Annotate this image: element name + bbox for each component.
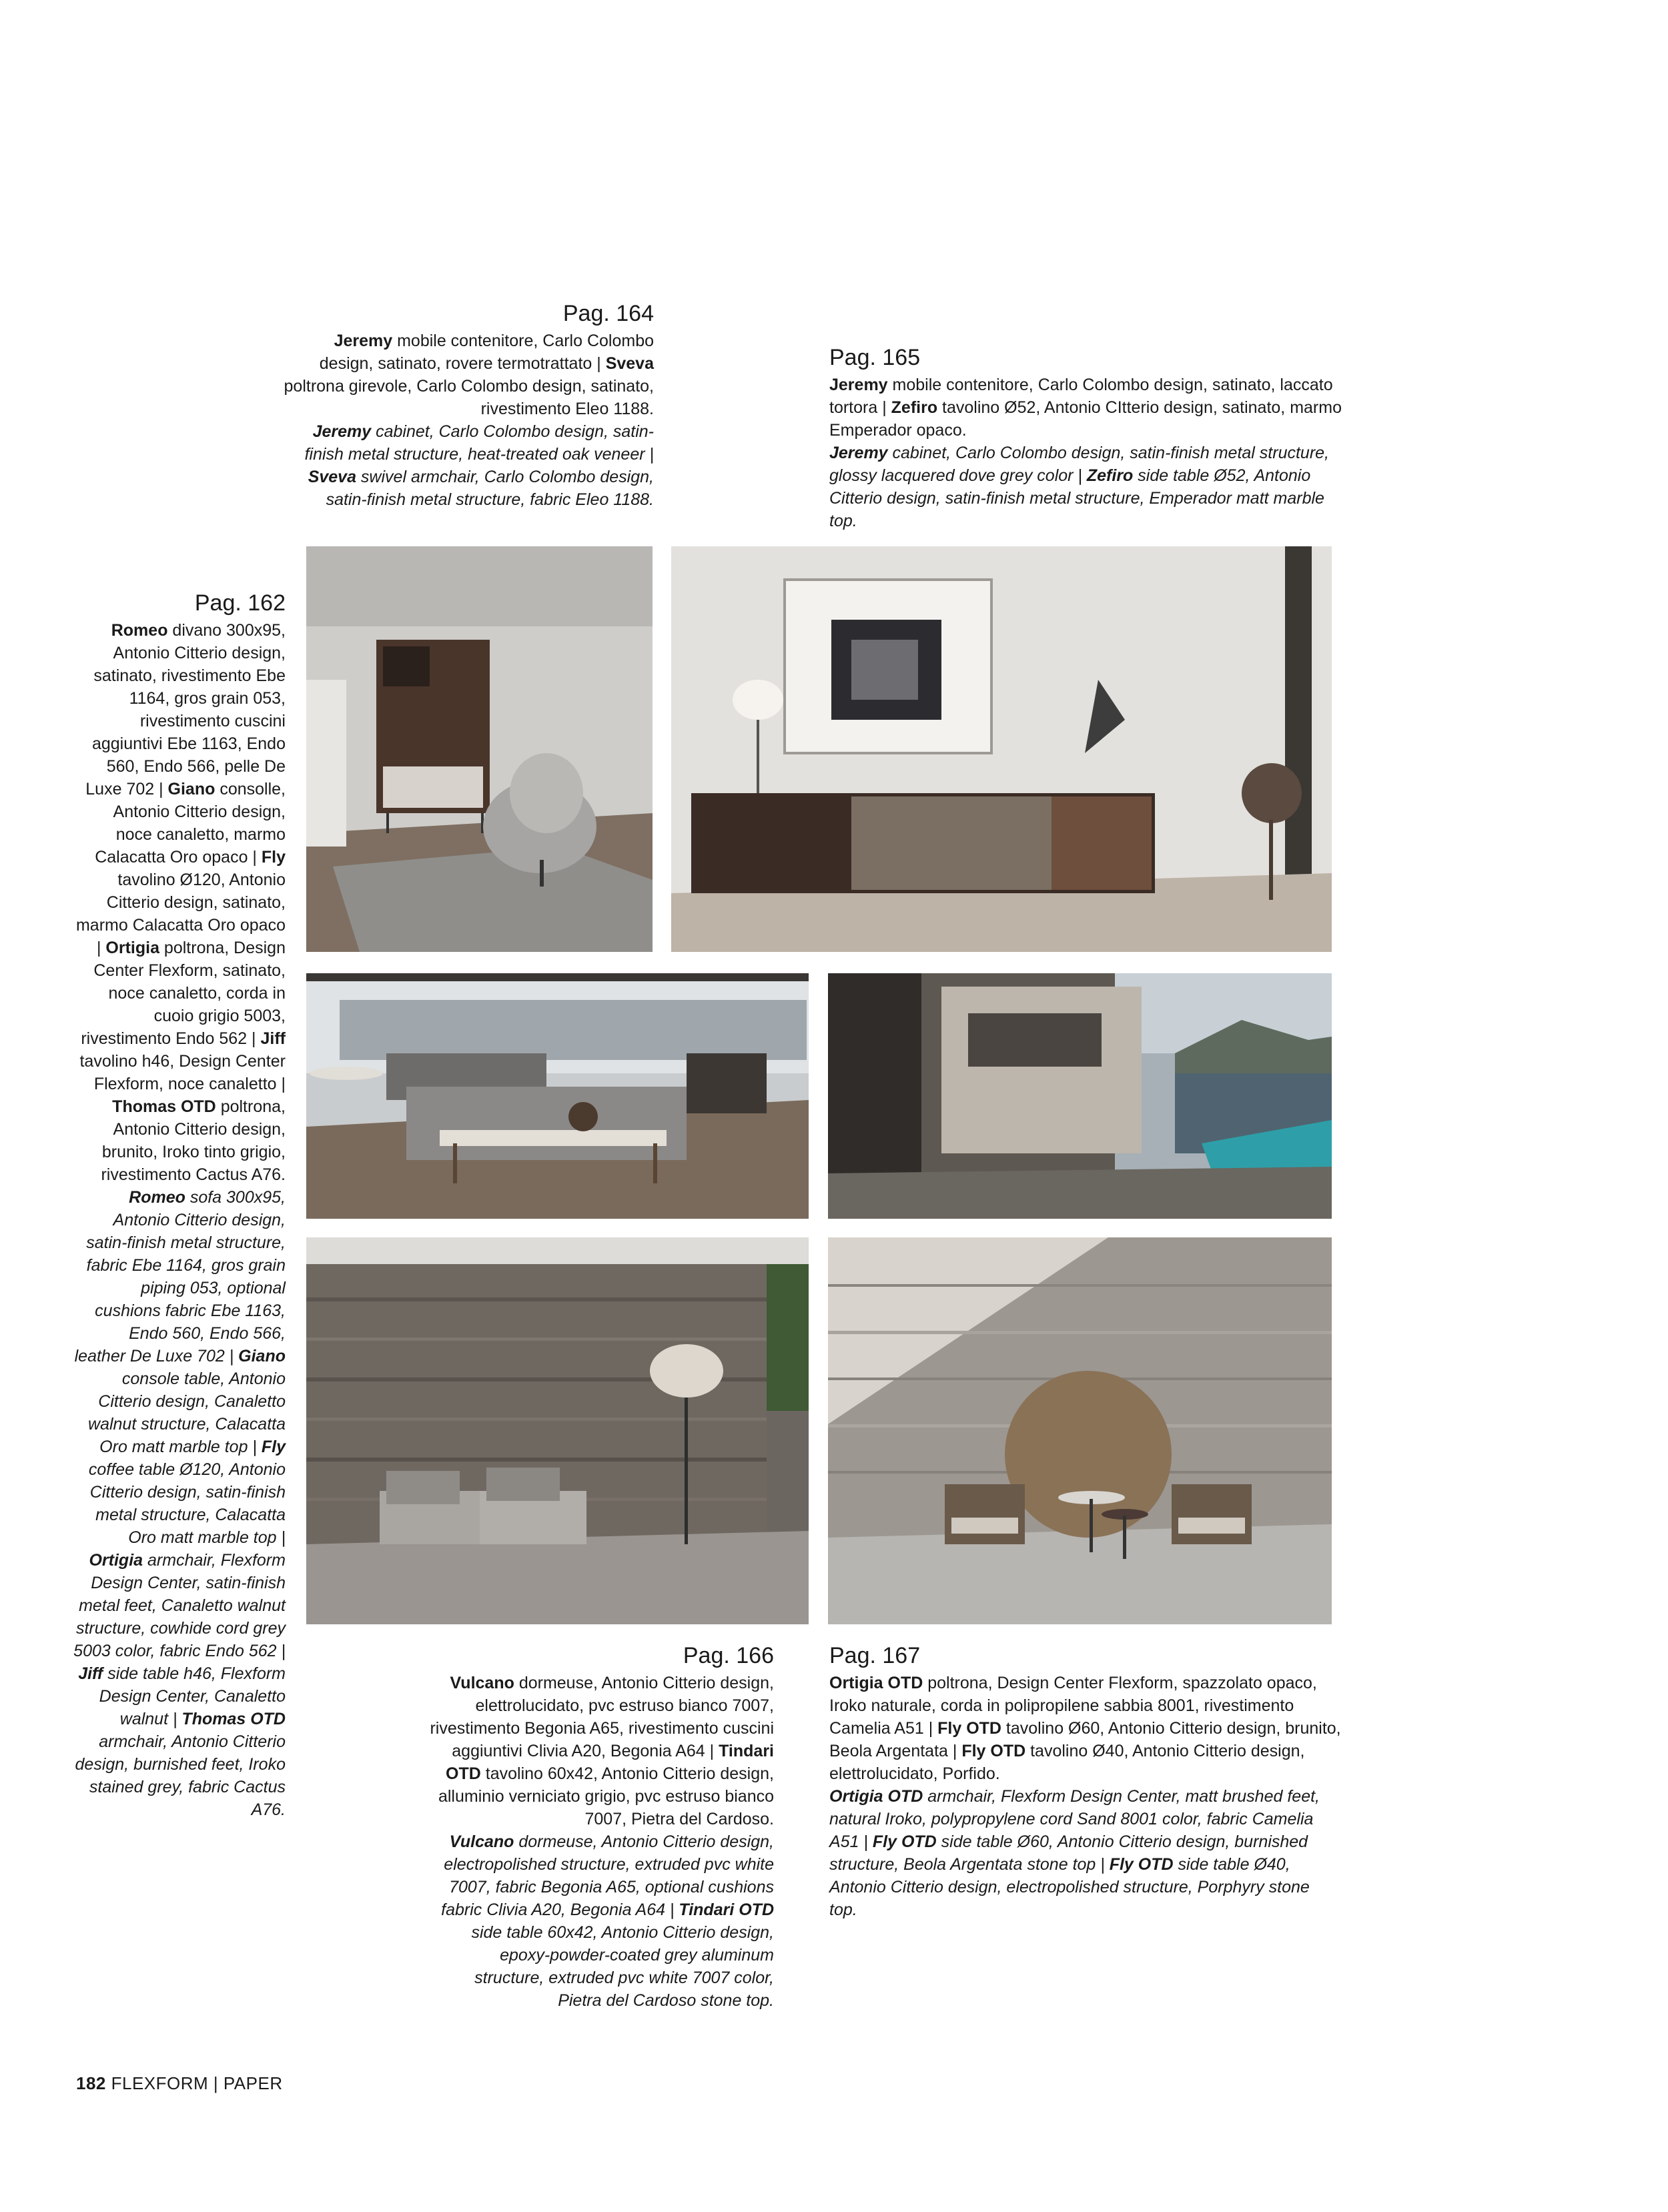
product-name: Fly OTD (937, 1719, 1001, 1738)
page-ref: Pag. 167 (829, 1643, 921, 1668)
product-name: Fly (261, 1438, 286, 1456)
product-description: side table 60x42, Antonio Citterio design, epoxy-powder-coated grey aluminum structure, extruded pvc white 7007 color, Pietra del Cardoso stone top. (471, 1923, 774, 2010)
product-description: poltrona, Antonio Citterio design, brunito, Iroko tinto grigio, rivestimento Cactus A76. (101, 1097, 286, 1184)
photo-jeremy-cabinet-sveva-armchair (306, 546, 653, 952)
photo-ortigia-otd-armchairs (828, 1237, 1332, 1624)
product-name: Ortigia OTD (829, 1787, 923, 1806)
product-name: Jeremy (829, 376, 888, 394)
product-description: consolle, Antonio Citterio design, noce canaletto, marmo Calacatta Oro opaco | (95, 780, 286, 867)
product-name: Thomas OTD (181, 1710, 286, 1728)
page-ref: Pag. 164 (562, 301, 654, 326)
product-description: side table Ø40, Antonio Citterio design, electropolished structure, Porphyry stone top. (829, 1855, 1310, 1919)
product-description: cabinet, Carlo Colombo design, satin-finish metal structure, glossy lacquered dove grey color | (829, 444, 1329, 485)
product-name: Giano (238, 1347, 286, 1365)
product-description: tavolino 60x42, Antonio Citterio design, alluminio verniciato grigio, pvc estruso bianco 7007, Pietra del Cardoso. (438, 1764, 774, 1828)
caption-english (73, 1186, 286, 1821)
product-name: Romeo (111, 621, 168, 640)
product-description: poltrona, Design Center Flexform, spazzolato opaco, Iroko naturale, corda in polipropilene sabbia 8001, rivestimento Camelia A51 | (829, 1674, 1317, 1738)
product-description: tavolino Ø120, Antonio Citterio design, satinato, marmo Calacatta Oro opaco | (75, 871, 286, 957)
product-name: Tindari OTD (679, 1900, 774, 1919)
caption-pag-162 (73, 588, 286, 1821)
caption-pag-167 (829, 1641, 1342, 1921)
product-name: Zefiro (1086, 466, 1134, 485)
product-description: poltrona, Design Center Flexform, satinato, noce canaletto, corda in cuoio grigio 5003, rivestimento Endo 562 | (81, 939, 286, 1048)
caption-english (280, 420, 654, 511)
product-name: Tindari OTD (446, 1742, 774, 1783)
product-description: mobile contenitore, Carlo Colombo design, satinato, rovere termotrattato | (319, 332, 654, 373)
page-ref: Pag. 162 (194, 590, 286, 616)
publication-name: FLEXFORM | PAPER (111, 2073, 283, 2093)
caption-english (427, 1830, 774, 2012)
product-description: tavolino Ø52, Antonio CItterio design, satinato, marmo Emperador opaco. (829, 398, 1342, 440)
product-name: Jiff (260, 1029, 286, 1048)
product-description: side table Ø60, Antonio Citterio design, burnished structure, Beola Argentata stone top | (829, 1832, 1308, 1874)
caption-italian (427, 1672, 774, 1830)
product-description: coffee table Ø120, Antonio Citterio design, satin-finish metal structure, Calacatta Oro matt marble top | (88, 1460, 286, 1547)
product-name: Sveva (605, 354, 654, 373)
product-description: dormeuse, Antonio Citterio design, elettrolucidato, pvc estruso bianco 7007, rivestimento Begonia A65, rivestimento cuscini aggiuntivi Clivia A20, Begonia A64 | (430, 1674, 774, 1760)
caption-english (829, 1785, 1342, 1921)
product-description: armchair, Flexform Design Center, satin-finish metal feet, Canaletto walnut structure, cowhide cord grey 5003 color, fabric Endo 562 | (73, 1551, 286, 1660)
product-description: tavolino h46, Design Center Flexform, noce canaletto | (79, 1052, 286, 1093)
product-description: mobile contenitore, Carlo Colombo design, satinato, laccato tortora | (829, 376, 1333, 417)
product-name: Ortigia (89, 1551, 143, 1570)
product-description: tavolino Ø40, Antonio Citterio design, elettrolucidato, Porfido. (829, 1742, 1305, 1783)
product-name: Vulcano (450, 1674, 514, 1692)
product-name: Jeremy (312, 422, 372, 441)
caption-pag-164 (280, 299, 654, 511)
product-description: armchair, Antonio Citterio design, burnished feet, Iroko stained grey, fabric Cactus A76. (75, 1732, 286, 1819)
caption-italian (280, 330, 654, 420)
product-name: Jiff (78, 1664, 103, 1683)
product-description: divano 300x95, Antonio Citterio design, satinato, rivestimento Ebe 1164, gros grain 053, rivestimento cuscini aggiuntivi Ebe 1163, Endo 560, Endo 566, pelle De Luxe 702 | (85, 621, 286, 798)
photo-vulcano-dormeuse-outdoor (306, 1237, 809, 1624)
product-description: tavolino Ø60, Antonio Citterio design, brunito, Beola Argentata | (829, 1719, 1341, 1760)
folio (76, 2073, 283, 2094)
product-name: Sveva (308, 468, 356, 486)
product-name: Fly OTD (872, 1832, 937, 1851)
product-name: Ortigia OTD (829, 1674, 923, 1692)
product-description: side table Ø52, Antonio Citterio design, satin-finish metal structure, Emperador matt marble top. (829, 466, 1324, 530)
product-name: Fly (261, 848, 286, 867)
product-name: Vulcano (449, 1832, 514, 1851)
product-name: Giano (167, 780, 216, 798)
photo-jeremy-cabinet-zefiro-table (671, 546, 1332, 952)
page-number: 182 (76, 2073, 106, 2093)
product-description: swivel armchair, Carlo Colombo design, satin-finish metal structure, fabric Eleo 1188. (326, 468, 654, 509)
photo-romeo-sofa-living (306, 973, 809, 1219)
product-name: Jeremy (829, 444, 888, 462)
caption-pag-165 (829, 343, 1342, 532)
page-ref: Pag. 165 (829, 345, 921, 370)
product-description: dormeuse, Antonio Citterio design, electropolished structure, extruded pvc white 7007, fabric Begonia A65, optional cushions fabric Clivia A20, Begonia A64 | (441, 1832, 774, 1919)
product-description: side table h46, Flexform Design Center, Canaletto walnut | (99, 1664, 286, 1728)
product-name: Romeo (129, 1188, 185, 1207)
caption-pag-166 (427, 1641, 774, 2012)
product-name: Fly OTD (1109, 1855, 1174, 1874)
product-description: cabinet, Carlo Colombo design, satin-finish metal structure, heat-treated oak veneer | (304, 422, 654, 464)
product-name: Zefiro (891, 398, 938, 417)
caption-italian (73, 619, 286, 1186)
product-description: sofa 300x95, Antonio Citterio design, satin-finish metal structure, fabric Ebe 1164, gros grain piping 053, optional cushions fabric Ebe 1163, Endo 560, Endo 566, leather De Luxe 702 | (74, 1188, 286, 1365)
product-name: Thomas OTD (112, 1097, 216, 1116)
product-description: poltrona girevole, Carlo Colombo design, satinato, rivestimento Eleo 1188. (284, 377, 654, 418)
caption-italian (829, 1672, 1342, 1785)
page-ref: Pag. 166 (683, 1643, 774, 1668)
photo-lakeside-villa-pool (828, 973, 1332, 1219)
product-description: console table, Antonio Citterio design, Canaletto walnut structure, Calacatta Oro matt marble top | (88, 1369, 286, 1456)
product-name: Ortigia (105, 939, 159, 957)
product-name: Jeremy (334, 332, 393, 350)
caption-english (829, 442, 1342, 532)
product-name: Fly OTD (961, 1742, 1026, 1760)
product-description: armchair, Flexform Design Center, matt brushed feet, natural Iroko, polypropylene cord Sand 8001 color, fabric Camelia A51 | (829, 1787, 1320, 1851)
caption-italian (829, 374, 1342, 442)
